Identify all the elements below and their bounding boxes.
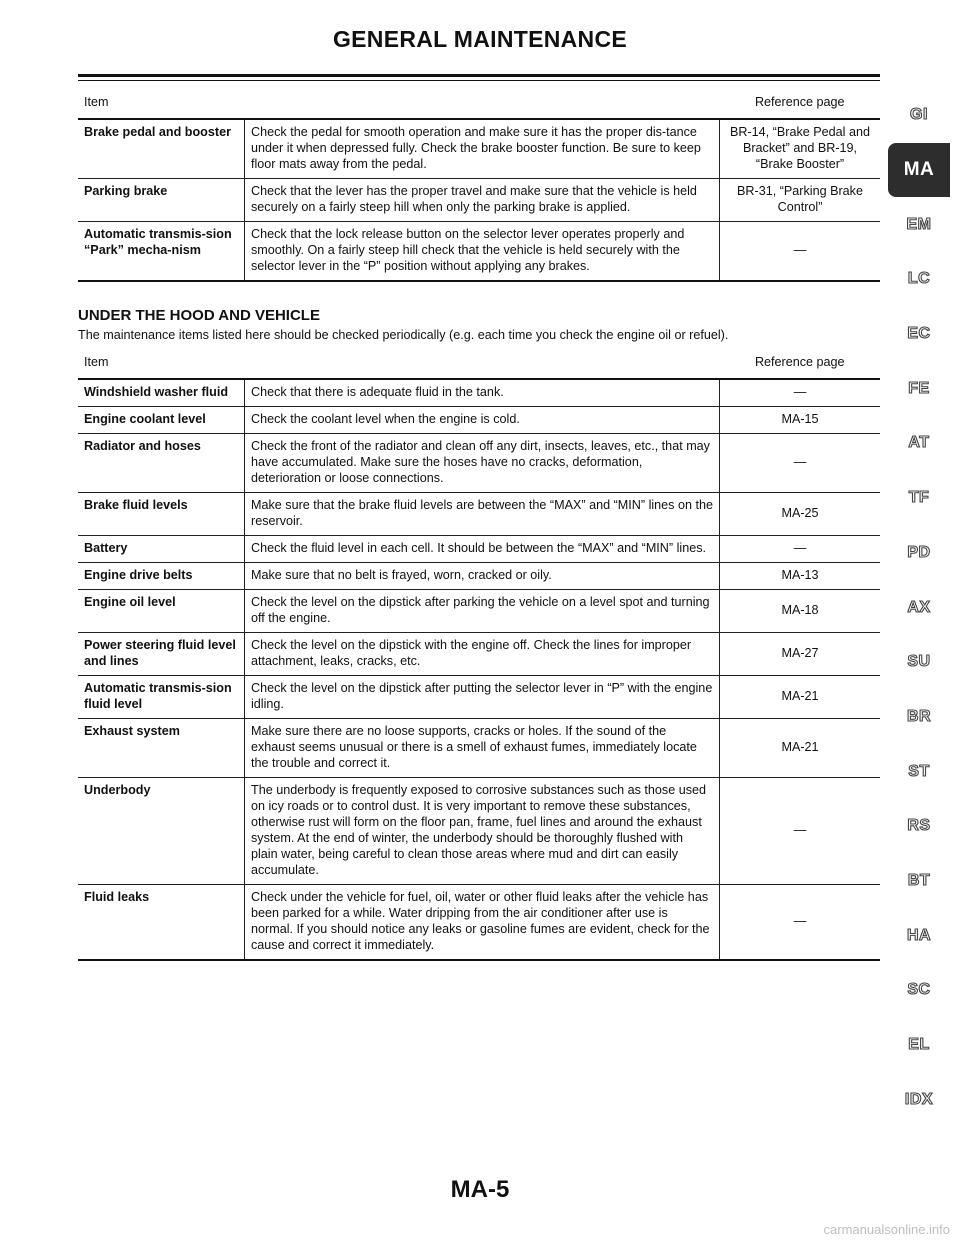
header-rule-thin [78, 80, 880, 81]
row-item: Power steering fluid level and lines [78, 633, 245, 676]
page-title: GENERAL MAINTENANCE [332, 26, 628, 52]
row-reference: — [720, 222, 881, 282]
row-check: Check the fluid level in each cell. It should be between the “MAX” and “MIN” lines. [245, 536, 720, 563]
section-intro: The maintenance items listed here should be checked periodically (e.g. each time you check the engine oil or refuel). [78, 328, 729, 342]
section-tab-rs[interactable]: RS [907, 817, 931, 835]
header-item: Item [78, 346, 245, 379]
table-row [78, 676, 880, 719]
row-check: The underbody is frequently exposed to corrosive substances such as those used on icy roads or to control dust. It is very important to remove these substances, otherwise rust will form on the floor pan, frame, fuel lines and around the exhaust system. At the end of winter, the underbody should be thoroughly flushed with plain water, being careful to clean those areas where mud and dirt can easily accumulate. [245, 778, 720, 885]
row-item: Windshield washer fluid [78, 379, 245, 407]
section-tab-gi[interactable]: GI [910, 106, 928, 124]
table-row [78, 719, 880, 778]
header-check [245, 86, 720, 119]
table-row [78, 179, 880, 222]
section-tab-tf[interactable]: TF [908, 489, 930, 507]
table-row [78, 590, 880, 633]
table-row [78, 563, 880, 590]
table-row [78, 885, 880, 961]
row-item: Engine oil level [78, 590, 245, 633]
row-check: Check the pedal for smooth operation and make sure it has the proper dis-tance under it when depressed fully. Check the brake booster function. Be sure to keep floor mats away from the pedal. [245, 119, 720, 179]
row-item: Exhaust system [78, 719, 245, 778]
table1-body [78, 86, 880, 281]
section-title: UNDER THE HOOD AND VEHICLE [78, 307, 320, 324]
page-number: MA-5 [450, 1176, 510, 1203]
row-reference: MA-13 [720, 563, 881, 590]
row-item: Automatic transmis-sion “Park” mecha-nism [78, 222, 245, 282]
row-item: Engine drive belts [78, 563, 245, 590]
section-tab-st[interactable]: ST [908, 762, 930, 780]
header-check [245, 346, 720, 379]
section-tab-su[interactable]: SU [907, 653, 931, 671]
section-tab-bt[interactable]: BT [907, 871, 931, 889]
row-check: Make sure that the brake fluid levels are between the “MAX” and “MIN” lines on the reservoir. [245, 493, 720, 536]
row-reference: BR-31, “Parking Brake Control” [720, 179, 881, 222]
row-reference: — [720, 885, 881, 961]
maintenance-table-hood [78, 346, 880, 961]
row-check: Make sure that no belt is frayed, worn, cracked or oily. [245, 563, 720, 590]
row-check: Make sure there are no loose supports, cracks or holes. If the sound of the exhaust seems unusual or there is a smell of exhaust fumes, immediately locate the trouble and correct it. [245, 719, 720, 778]
row-check: Check that the lock release button on the selector lever operates properly and smoothly. On a fairly steep hill check that the vehicle is held securely with the selector lever in the “P” position without applying any brakes. [245, 222, 720, 282]
row-reference: MA-25 [720, 493, 881, 536]
row-reference: MA-21 [720, 719, 881, 778]
row-reference: MA-15 [720, 407, 881, 434]
table-row [78, 493, 880, 536]
section-tab-at[interactable]: AT [908, 434, 930, 452]
table-header-row [78, 346, 880, 379]
section-index-tabs [888, 88, 950, 1127]
row-reference: — [720, 778, 881, 885]
table-row [78, 407, 880, 434]
row-item: Brake pedal and booster [78, 119, 245, 179]
section-tab-ha[interactable]: HA [906, 926, 932, 944]
header-rule [78, 74, 880, 77]
table-row [78, 379, 880, 407]
row-item: Radiator and hoses [78, 434, 245, 493]
row-item: Battery [78, 536, 245, 563]
row-check: Check the level on the dipstick after parking the vehicle on a level spot and turning off the engine. [245, 590, 720, 633]
row-reference: BR-14, “Brake Pedal and Bracket” and BR-19, “Brake Booster” [720, 119, 881, 179]
section-tab-ec[interactable]: EC [907, 325, 931, 343]
header-item: Item [78, 86, 245, 119]
row-reference: — [720, 536, 881, 563]
table-row [78, 119, 880, 179]
section-tab-sc[interactable]: SC [907, 981, 931, 999]
row-check: Check the level on the dipstick after putting the selector lever in “P” with the engine idling. [245, 676, 720, 719]
row-reference: MA-21 [720, 676, 881, 719]
section-tab-lc[interactable]: LC [907, 270, 931, 288]
table-header-row [78, 86, 880, 119]
row-check: Check the coolant level when the engine is cold. [245, 407, 720, 434]
row-reference: — [720, 379, 881, 407]
row-check: Check the level on the dipstick with the engine off. Check the lines for improper attachment, leaks, cracks, etc. [245, 633, 720, 676]
row-reference: MA-27 [720, 633, 881, 676]
row-reference: — [720, 434, 881, 493]
row-item: Fluid leaks [78, 885, 245, 961]
row-item: Brake fluid levels [78, 493, 245, 536]
table-row [78, 633, 880, 676]
maintenance-table-interior [78, 86, 880, 282]
row-check: Check that the lever has the proper travel and make sure that the vehicle is held securely on a fairly steep hill when only the parking brake is applied. [245, 179, 720, 222]
section-tab-idx[interactable]: IDX [904, 1090, 934, 1108]
section-tab-el[interactable]: EL [908, 1036, 930, 1054]
row-item: Underbody [78, 778, 245, 885]
row-check: Check the front of the radiator and clean off any dirt, insects, leaves, etc., that may have accumulated. Make sure the hoses have no cracks, deformation, deterioration or loose connections. [245, 434, 720, 493]
header-reference: Reference page [720, 346, 881, 379]
section-tab-em[interactable]: EM [906, 215, 932, 233]
row-item: Engine coolant level [78, 407, 245, 434]
section-tab-fe[interactable]: FE [908, 379, 930, 397]
section-tab-br[interactable]: BR [906, 707, 932, 725]
section-tab-pd[interactable]: PD [907, 543, 931, 561]
section-tab-ma[interactable]: MA [888, 143, 950, 198]
table-row [78, 536, 880, 563]
watermark: carmanualsonline.info [823, 1222, 950, 1237]
section-tab-ax[interactable]: AX [907, 598, 931, 616]
header-reference: Reference page [720, 86, 881, 119]
row-item: Parking brake [78, 179, 245, 222]
row-check: Check under the vehicle for fuel, oil, water or other fluid leaks after the vehicle has been parked for a while. Water dripping from the air conditioner after use is normal. If you should notice any leaks or gasoline fumes are evident, check for the cause and correct it immediately. [245, 885, 720, 961]
row-item: Automatic transmis-sion fluid level [78, 676, 245, 719]
row-check: Check that there is adequate fluid in the tank. [245, 379, 720, 407]
table2-body [78, 346, 880, 960]
table-row [78, 434, 880, 493]
table-row [78, 222, 880, 282]
row-reference: MA-18 [720, 590, 881, 633]
table-row [78, 778, 880, 885]
